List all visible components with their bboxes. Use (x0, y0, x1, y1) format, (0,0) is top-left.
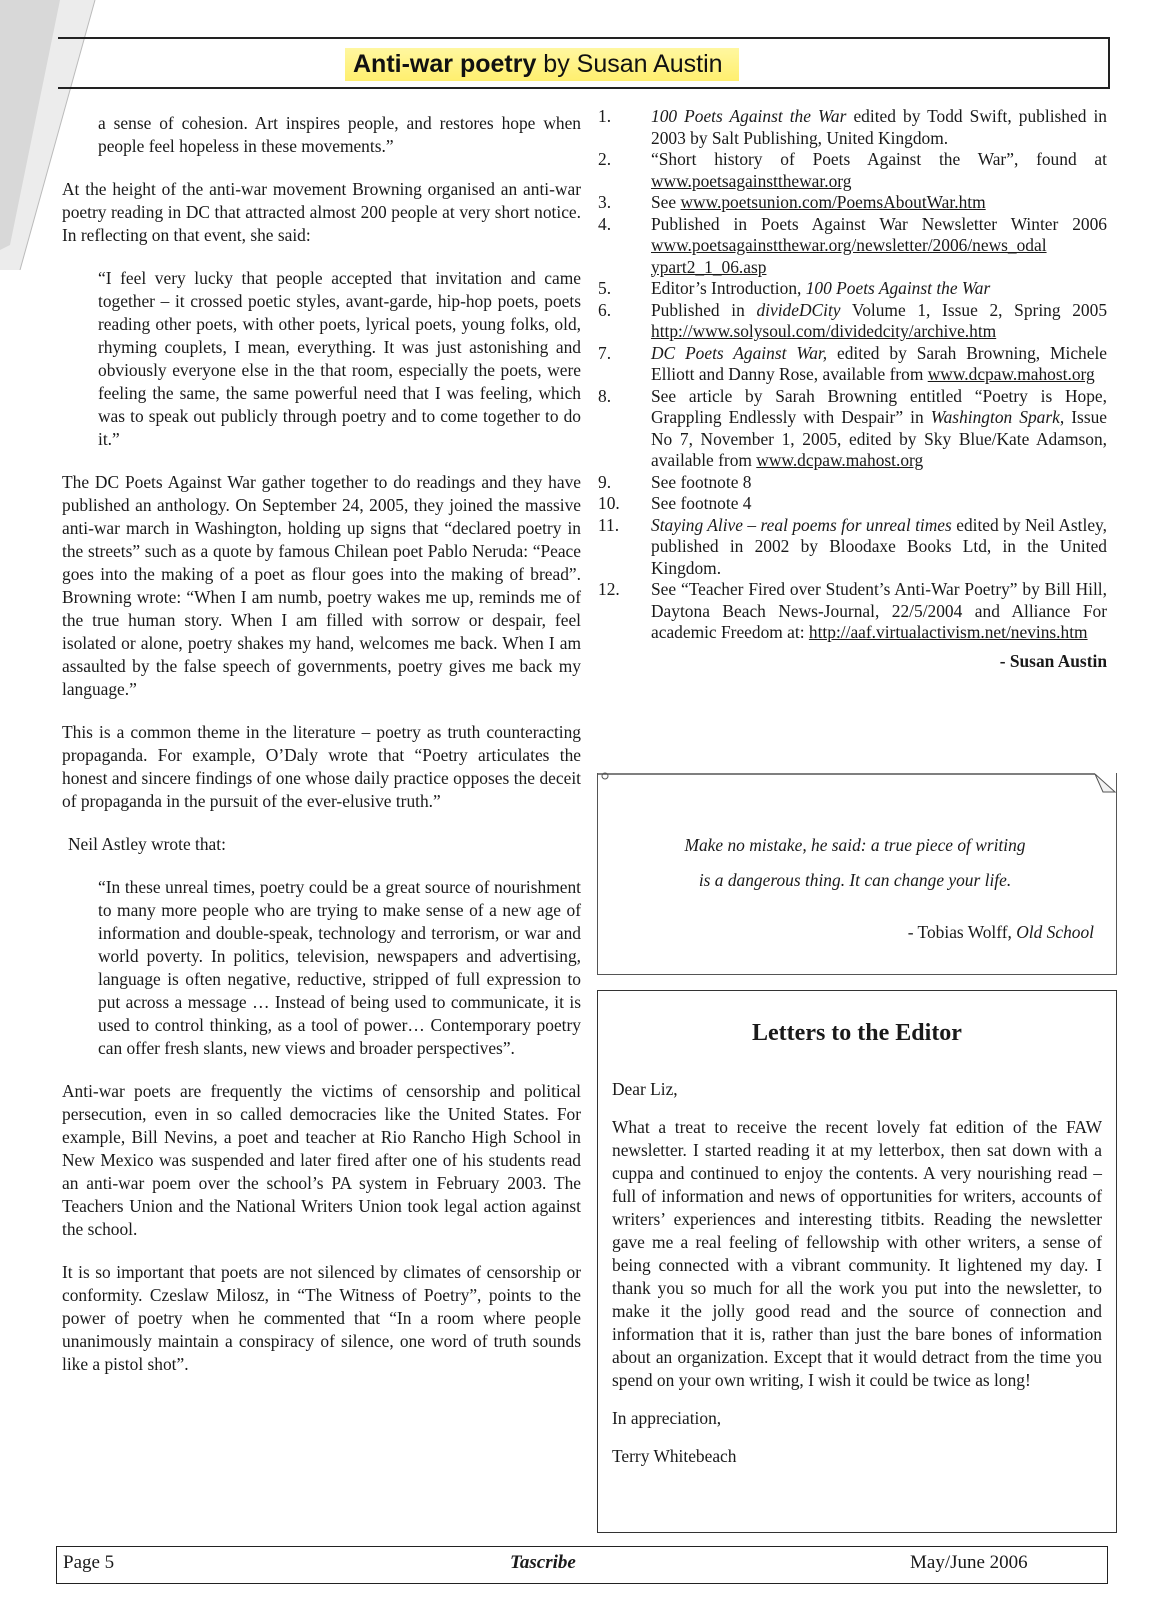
footnote-item (598, 579, 1107, 644)
footnote-text: See footnote 8 (651, 471, 752, 492)
footnote-number: 9. (598, 471, 612, 492)
footnote-text: edited by Neil Astley, published in 2002 by Bloodaxe Books Ltd, in the United Kingdom. (651, 514, 1107, 578)
footnote-link[interactable]: ypart2_1_06.asp (651, 256, 767, 277)
footnote-text: edited by Todd Swift, published in 2003 by Salt Publishing, United Kingdom. (651, 106, 1107, 148)
letters-heading: Letters to the Editor (752, 1020, 962, 1046)
footnote-link[interactable]: www.dcpaw.mahost.org (756, 450, 924, 470)
quote-text (600, 828, 1110, 898)
footnote-text: “Short history of Poets Against the War”, found at (651, 149, 1107, 169)
footnote-item (598, 192, 1107, 214)
footnote-number: 10. (598, 493, 620, 513)
footnote-link[interactable]: www.dcpaw.mahost.org (927, 364, 1095, 384)
page-number: Page 5 (63, 1552, 115, 1573)
article-title-author: by Susan Austin (536, 50, 723, 78)
paragraph: It is so important that poets are not silenced by climates of censorship or conformity. Czeslaw Milosz, in “The Witness of Poetry”, points to the power of poetry when he commented that “In a room where people unanimously maintain a conspiracy of silence, one word of truth sounds like a pistol shot”. (62, 1262, 581, 1374)
footnote-item (598, 106, 1107, 149)
footnote-number: 5. (598, 278, 612, 298)
quote-attribution (600, 922, 1094, 943)
footnote-link[interactable]: http://www.solysoul.com/dividedcity/archive.htm (651, 321, 997, 341)
footnote-link[interactable]: www.poetsunion.com/PoemsAboutWar.htm (680, 192, 986, 212)
paragraph: Neil Astley wrote that: (68, 834, 226, 854)
issue-date: May/June 2006 (910, 1552, 1028, 1573)
footnote-item (598, 300, 1107, 343)
footnote-item (598, 515, 1107, 580)
footnote-number: 2. (598, 149, 612, 169)
footnote-number: 11. (598, 514, 620, 535)
footnote-item (598, 278, 1107, 300)
footnote-number: 4. (598, 213, 612, 234)
quote-source-title: Old School (1016, 922, 1094, 942)
footnote-text: See article by Sarah Browning entitled “Poetry is Hope, Grappling Endlessly with Despair” in (651, 385, 1107, 427)
footnote-title: DC Poets Against War, (651, 342, 828, 363)
article-body-left (62, 112, 581, 1396)
letter-closing: In appreciation, (612, 1408, 722, 1428)
footnote-text: See footnote 4 (651, 493, 752, 513)
footnote-item (598, 493, 1107, 515)
paragraph: This is a common theme in the literature – poetry as truth counteracting propaganda. For example, O’Daly wrote that “Poetry articulates the honest and sincere findings of one whose daily practice opposes the deceit of propaganda in the pursuit of the ever-elusive truth.” (62, 722, 581, 811)
footnote-number: 7. (598, 342, 612, 363)
block-quote: “In these unreal times, poetry could be a great source of nourishment to many more people who are trying to make sense of a new age of information and double-speak, technology and terrorism, or war and world poverty. In politics, television, newspapers and advertising, language is often negative, reductive, stripped of full expression to put across a message … Instead of being used to communicate, it is used to control thinking, as a tool of power… Contemporary poetry can offer fresh slants, new views and broader perspectives”. (98, 877, 581, 1058)
footnote-text: Published in Poets Against War Newsletter Winter 2006 (651, 213, 1107, 234)
footnote-title: Washington Spark (930, 407, 1060, 427)
footnote-text: Volume 1, Issue 2, Spring 2005 (840, 299, 1108, 320)
footnote-item (598, 343, 1107, 386)
article-title-main: Anti-war poetry (353, 50, 537, 78)
block-quote: “I feel very lucky that people accepted that invitation and came together – it crossed poetic styles, avant-garde, hip-hop poets, poets reading other poets, with other poets, lyrical poets, young folks, old, rhyming couplets, I mean, everything. It was just astonishing and obviously everyone else in the that room, especially the poets, were feeling the same, the same powerful need that I was feeling, which was to speak out publicly through poetry and to come together to do it.” (98, 268, 581, 449)
footnotes-list (598, 106, 1107, 673)
footnote-text: Published in (651, 299, 757, 320)
footnote-link[interactable]: www.poetsagainstthewar.org (651, 170, 852, 191)
paragraph: At the height of the anti-war movement Browning organised an anti-war poetry reading in DC that attracted almost 200 people at very short notice. In reflecting on that event, she said: (62, 179, 581, 245)
footnote-text: , Issue No 7, November 1, 2005, edited by Sky Blue/Kate Adamson, available from (651, 407, 1108, 470)
paragraph: Anti-war poets are frequently the victims of censorship and political persecution, even in so called democracies like the United States. For example, Bill Nevins, a poet and teacher at Rio Rancho High School in New Mexico was suspended and later fired after one of his students read an anti-war poem over the school’s PA system in February 2003. The Teachers Union and the National Writers Union took legal action against the school. (62, 1081, 581, 1239)
footnote-text: edited by Sarah Browning, Michele Elliott and Danny Rose, available from (651, 342, 1107, 384)
quote-line: is a dangerous thing. It can change your life. (698, 870, 1012, 890)
footnote-item (598, 472, 1107, 494)
letter-signer: Terry Whitebeach (612, 1446, 737, 1466)
footnote-number: 3. (598, 192, 612, 212)
footnote-link[interactable]: http://aaf.virtualactivism.net/nevins.htm (808, 622, 1088, 642)
footnote-title: divideDCity (756, 299, 841, 320)
footnote-text: See (651, 192, 681, 212)
footnote-number: 12. (598, 579, 620, 599)
footnote-number: 6. (598, 299, 612, 320)
footnote-number: 8. (598, 385, 612, 406)
quote-line: Make no mistake, he said: a true piece of writing (684, 835, 1026, 855)
letter-body: What a treat to receive the recent lovely fat edition of the FAW newsletter. I started reading it at my letterbox, then sat down with a cuppa and continued to enjoy the contents. A very nourishing read – full of information and news of opportunities for writers, accounts of writers’ experiences and interesting titbits. Reading the newsletter gave me a real feeling of fellowship with other writers, a sense of being connected with a vibrant community. It lightened my day. I thank you so much for all the work you put into the newsletter, to make it the jolly good read and the source of connection and information that it is, rather than just the bare bones of information about an organization. Except that it would detract from the time you spend on your own writing, I wish it could be twice as long! (612, 1117, 1102, 1390)
footnote-title: 100 Poets Against the War (805, 278, 991, 298)
footnote-number: 1. (598, 106, 612, 126)
letter-content (612, 1078, 1102, 1483)
letter-salutation: Dear Liz, (612, 1079, 678, 1099)
footnote-text: Editor’s Introduction, (651, 278, 806, 298)
author-signature: - Susan Austin (999, 650, 1107, 671)
footnote-item (598, 386, 1107, 472)
quote-author: - Tobias Wolff, (907, 922, 1017, 942)
footnote-item (598, 214, 1107, 279)
paragraph: a sense of cohesion. Art inspires people, and restores hope when people feel hopeless in these movements.” (98, 113, 581, 156)
paragraph: The DC Poets Against War gather together to do readings and they have published an anthology. On September 24, 2005, they joined the massive anti-war march in Washington, holding up signs that “declared poetry in the streets” such as a quote by famous Chilean poet Pablo Neruda: “Peace goes into the making of a poet as flour goes into the making of bread”. Browning wrote: “When I am numb, poetry wakes me up, reminds me of the true human story. When I am filled with sorrow or despair, feel isolated or alone, poetry shakes my hand, welcomes me back. When I am assaulted by the false speech of governments, poetry gives me back my language.” (62, 472, 581, 699)
article-title (345, 48, 739, 81)
footnote-link[interactable]: www.poetsagainstthewar.org/newsletter/2006/news_odal (651, 235, 1047, 255)
publication-name: Tascribe (510, 1552, 576, 1573)
footnote-item (598, 149, 1107, 192)
footnote-text: See “Teacher Fired over Student’s Anti-War Poetry” by Bill Hill, Daytona Beach News-Journal, 22/5/2004 and Alliance For academic Freedom at: (651, 579, 1107, 642)
paper-curl-decoration (597, 772, 1117, 802)
footnote-title: 100 Poets Against the War (651, 106, 847, 126)
footnote-title: Staying Alive – real poems for unreal times (651, 514, 952, 535)
